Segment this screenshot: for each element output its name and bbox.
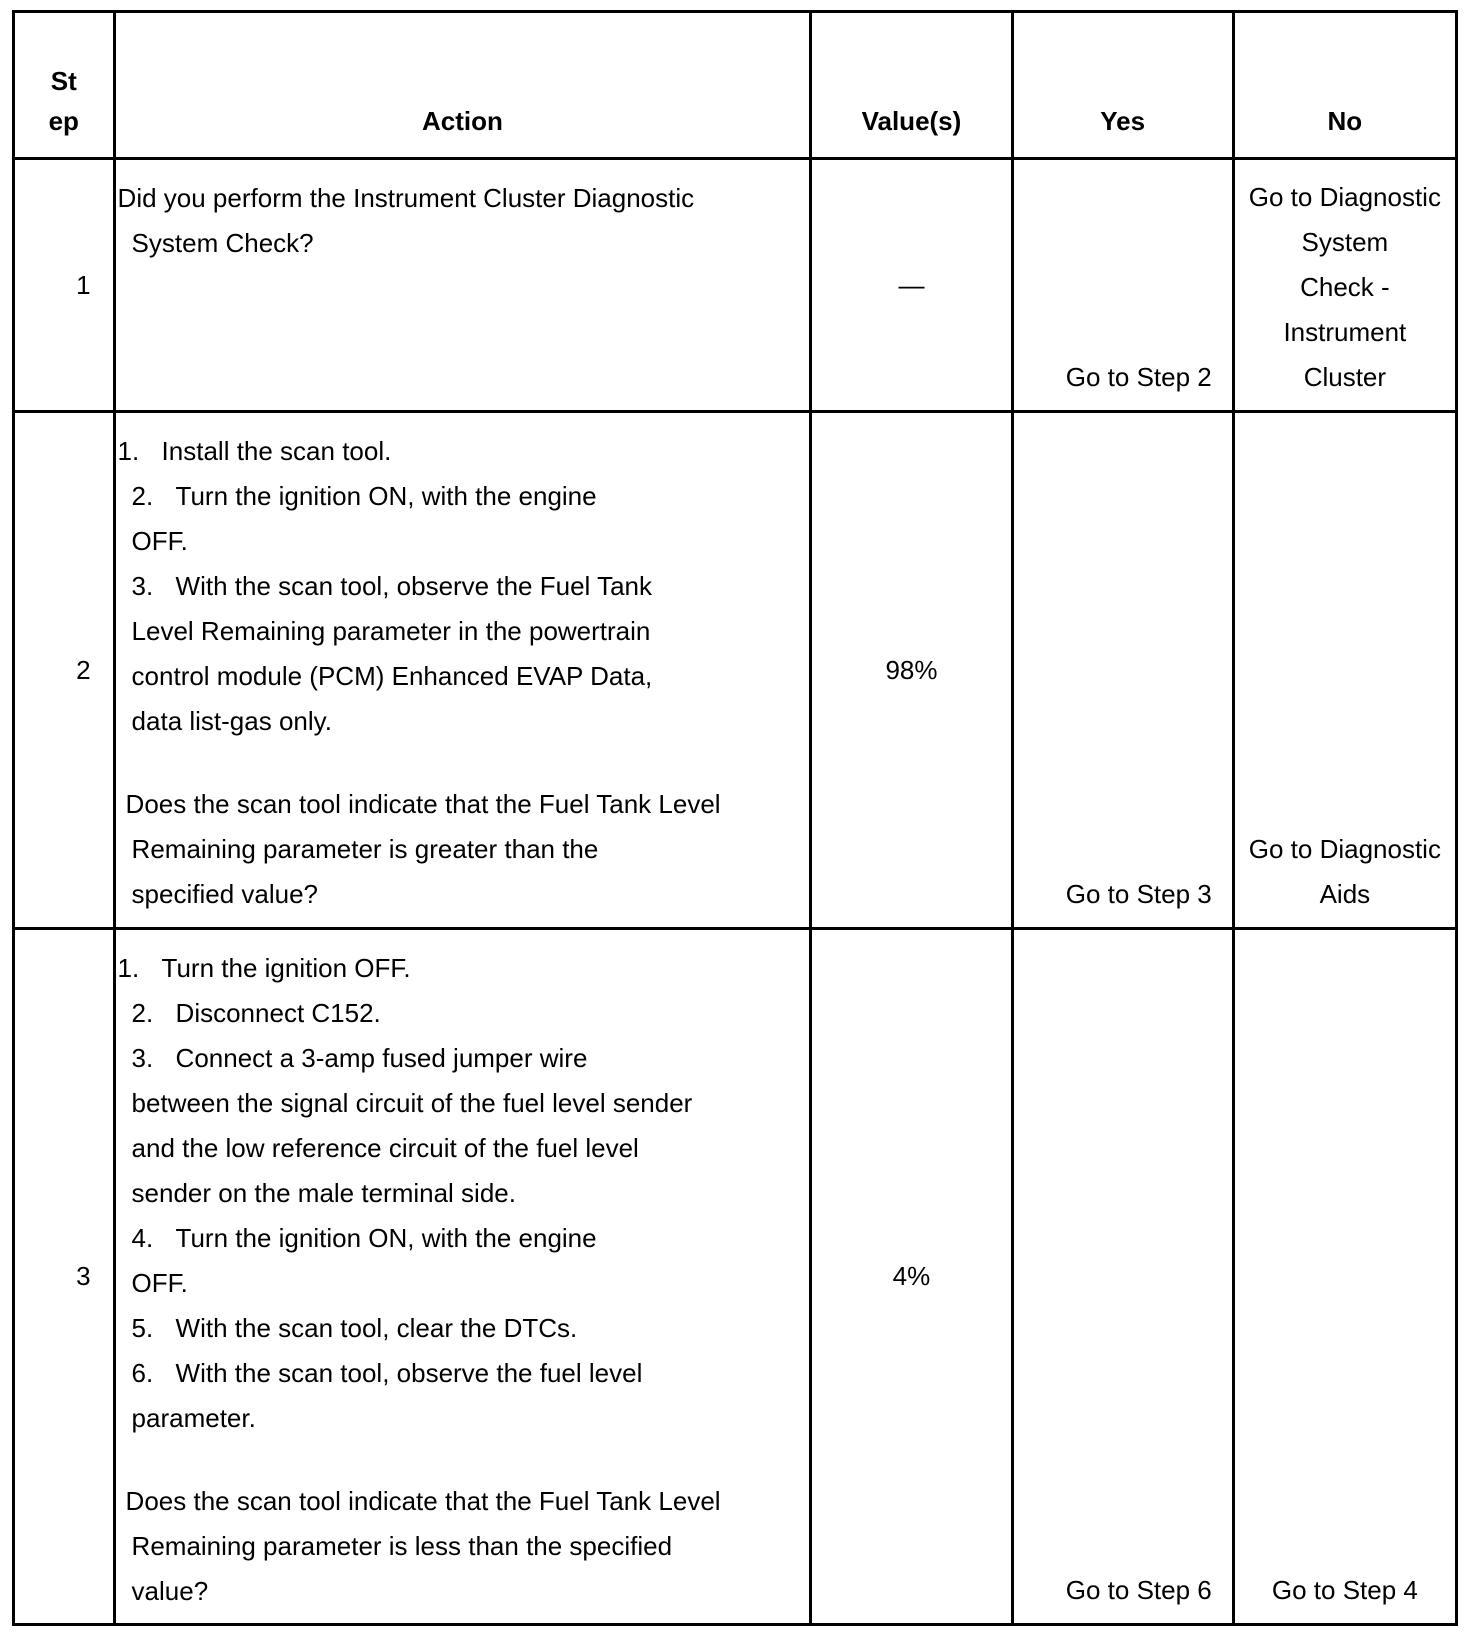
- yes-link[interactable]: Go to Step 2: [1012, 159, 1233, 412]
- header-step-line-1: St: [50, 66, 77, 96]
- action-line: System Check?: [131, 228, 314, 258]
- question-line: specified value?: [131, 879, 319, 909]
- action-spacer: [118, 1441, 810, 1479]
- step-text: Turn the ignition ON, with the engine: [175, 481, 597, 511]
- action-continuation: OFF.: [131, 526, 188, 556]
- no-line: Instrument: [1283, 317, 1407, 347]
- header-step-line-2: ep: [48, 106, 79, 136]
- question-line: Does the scan tool indicate that the Fuel Tank Level: [125, 1486, 721, 1516]
- step-text: With the scan tool, clear the DTCs.: [175, 1313, 578, 1343]
- diagnostic-table: [12, 10, 1458, 1626]
- step-index: 3.: [131, 571, 154, 601]
- action-continuation: and the low reference circuit of the fuel level: [131, 1133, 639, 1163]
- action-continuation: OFF.: [131, 1268, 188, 1298]
- action-continuation: sender on the male terminal side.: [131, 1178, 516, 1208]
- value-cell: 98%: [811, 412, 1012, 929]
- no-line: Go to Diagnostic: [1248, 182, 1441, 212]
- step-text: With the scan tool, observe the fuel level: [175, 1358, 643, 1388]
- action-continuation: data list-gas only.: [131, 706, 332, 736]
- yes-link[interactable]: Go to Step 3: [1012, 412, 1233, 929]
- no-link[interactable]: [1233, 159, 1456, 412]
- yes-link[interactable]: Go to Step 6: [1012, 929, 1233, 1625]
- step-index: 4.: [131, 1223, 154, 1253]
- header-yes: Yes: [1012, 12, 1233, 159]
- step-index: 2.: [131, 998, 154, 1028]
- action-cell: [114, 412, 811, 929]
- question-line: value?: [131, 1576, 209, 1606]
- step-text: With the scan tool, observe the Fuel Tank: [175, 571, 652, 601]
- step-index: 5.: [131, 1313, 154, 1343]
- action-cell: [114, 929, 811, 1625]
- action-step: [118, 474, 810, 519]
- step-text: Install the scan tool.: [161, 436, 392, 466]
- no-link[interactable]: Go to Step 4: [1233, 929, 1456, 1625]
- action-step: [118, 429, 810, 474]
- no-line: System: [1301, 227, 1389, 257]
- step-number: 1: [14, 159, 115, 412]
- step-text: Connect a 3-amp fused jumper wire: [175, 1043, 588, 1073]
- action-step: [118, 991, 810, 1036]
- action-continuation: parameter.: [131, 1403, 256, 1433]
- step-index: 1.: [117, 953, 140, 983]
- table-row-step-2: [14, 412, 1457, 929]
- header-action: Action: [114, 12, 811, 159]
- action-cell: [114, 159, 811, 412]
- action-line: Did you perform the Instrument Cluster Diagnostic: [117, 183, 695, 213]
- step-index: 6.: [131, 1358, 154, 1388]
- question-line: Remaining parameter is greater than the: [131, 834, 599, 864]
- action-step: [118, 946, 810, 991]
- action-step: [118, 1351, 810, 1396]
- no-line: Check -: [1300, 272, 1390, 302]
- question-line: Does the scan tool indicate that the Fuel Tank Level: [125, 789, 721, 819]
- value-cell: 4%: [811, 929, 1012, 1625]
- action-continuation: control module (PCM) Enhanced EVAP Data,: [131, 661, 653, 691]
- header-row: [14, 12, 1457, 159]
- question-line: Remaining parameter is less than the specified: [131, 1531, 673, 1561]
- value-cell: —: [811, 159, 1012, 412]
- action-step: [118, 1306, 810, 1351]
- no-link[interactable]: [1233, 412, 1456, 929]
- step-index: 2.: [131, 481, 154, 511]
- header-values: Value(s): [811, 12, 1012, 159]
- header-no: No: [1233, 12, 1456, 159]
- action-step: [118, 1216, 810, 1261]
- step-text: Turn the ignition ON, with the engine: [175, 1223, 597, 1253]
- action-spacer: [118, 744, 810, 782]
- action-continuation: between the signal circuit of the fuel level sender: [131, 1088, 693, 1118]
- step-index: 1.: [117, 436, 140, 466]
- step-number: 2: [14, 412, 115, 929]
- no-line: Cluster: [1303, 362, 1387, 392]
- step-index: 3.: [131, 1043, 154, 1073]
- table-row-step-1: [14, 159, 1457, 412]
- table-row-step-3: [14, 929, 1457, 1625]
- action-step: [118, 564, 810, 609]
- no-line: Go to Diagnostic: [1248, 834, 1441, 864]
- step-text: Turn the ignition OFF.: [161, 953, 411, 983]
- step-text: Disconnect C152.: [175, 998, 381, 1028]
- action-step: [118, 1036, 810, 1081]
- no-line: Aids: [1319, 879, 1371, 909]
- header-step: [14, 12, 115, 159]
- action-continuation: Level Remaining parameter in the powertrain: [131, 616, 651, 646]
- step-number: 3: [14, 929, 115, 1625]
